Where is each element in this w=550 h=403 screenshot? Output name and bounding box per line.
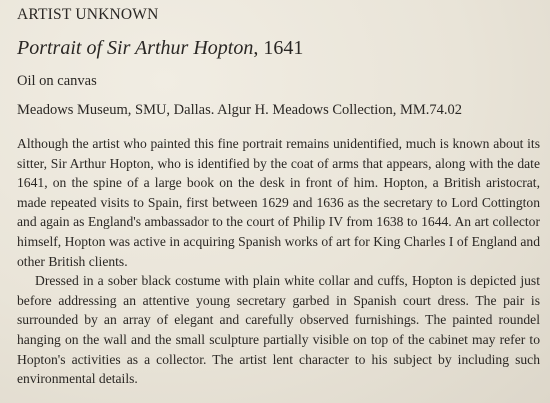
artwork-title: Portrait of Sir Arthur Hopton: [17, 37, 254, 59]
artwork-title-line: [17, 36, 542, 60]
artwork-date: , 1641: [253, 37, 304, 59]
description-body: [17, 134, 540, 389]
artwork-medium: Oil on canvas: [17, 73, 97, 89]
collection-credit: Meadows Museum, SMU, Dallas. Algur H. Meadows Collection, MM.74.02: [17, 102, 463, 118]
description-paragraph-2: Dressed in a sober black costume with plain white collar and cuffs, Hopton is depicted just before addressing an attentive young secretary garbed in Spanish court dress. The pair is surrounded by an array of elegant and carefully observed furnishings. The painted roundel hanging on the wall and the small sculpture partially visible on top of the cabinet may refer to Hopton's activities as a collector. The artist lent character to his subject by including such environmental details.: [17, 273, 540, 387]
description-paragraph-1: Although the artist who painted this fine portrait remains unidentified, much is known about its sitter, Sir Arthur Hopton, who is identified by the coat of arms that appears, along with the date 1641, on the spine of a large book on the desk in front of him. Hopton, a British aristocrat, made repeated visits to Spain, first between 1629 and 1636 as the secretary to Lord Cottington and again as England's ambassador to the court of Philip IV from 1638 to 1644. An art collector himself, Hopton was active in acquiring Spanish works of art for King Charles I of England and other British clients.: [17, 136, 540, 269]
artist-name: ARTIST UNKNOWN: [17, 6, 159, 23]
